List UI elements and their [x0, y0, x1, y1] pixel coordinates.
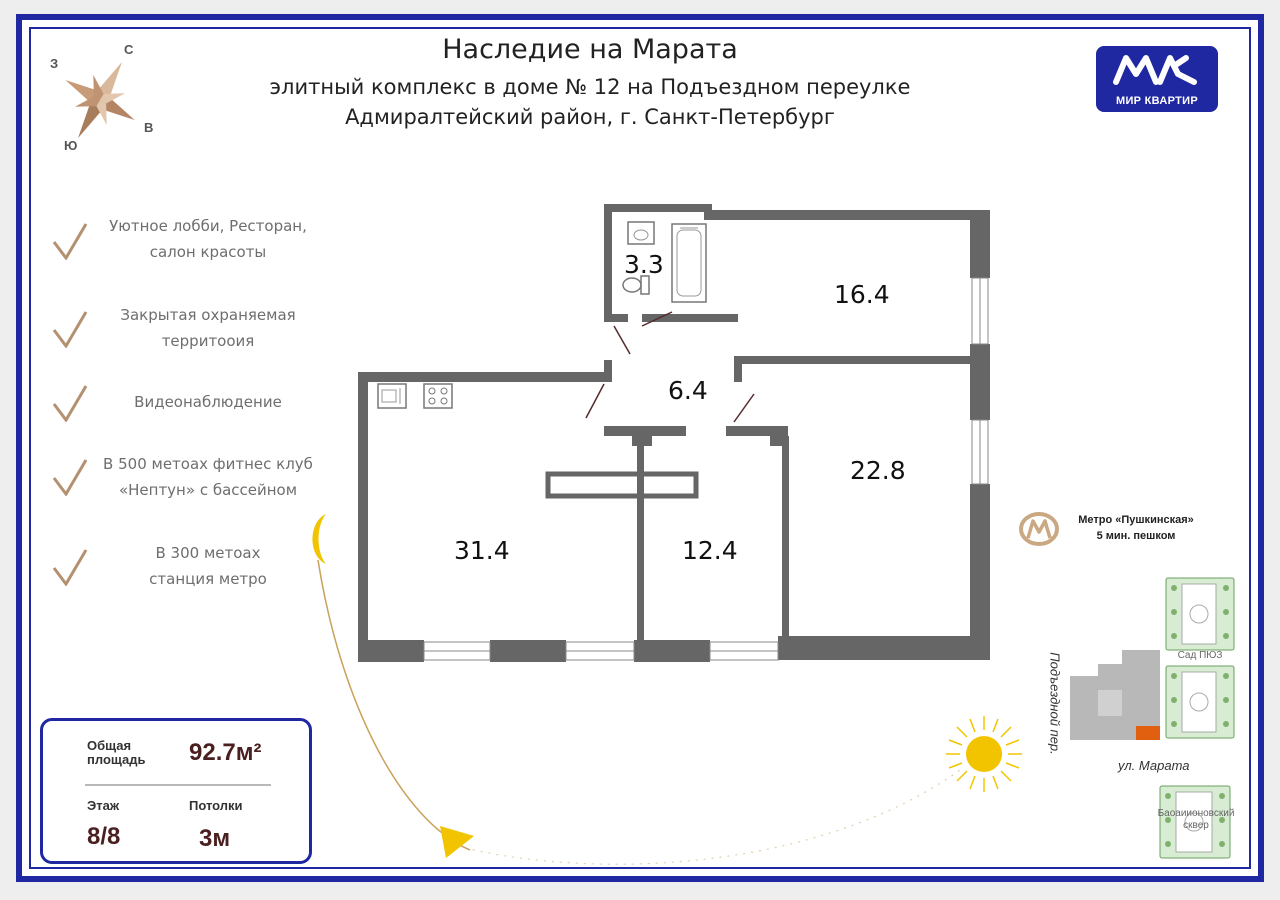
- room-area-bathroom: 3.3: [624, 250, 664, 279]
- area-label-line: Общая: [87, 738, 132, 753]
- apartment-marker: [1136, 726, 1160, 740]
- compass-west: З: [50, 56, 59, 71]
- park-label: Сад ПЮЗ: [1177, 650, 1223, 661]
- feature-text: территооия: [161, 332, 255, 350]
- room-area-room-middle: 12.4: [682, 536, 738, 565]
- area-label-line: площадь: [87, 752, 146, 767]
- feature-text: Видеонаблюдение: [134, 393, 282, 411]
- feature-text: В 300 метоах: [155, 544, 261, 562]
- room-area-kitchen-living: 31.4: [454, 536, 510, 565]
- ceiling-label: Потолки: [189, 798, 243, 813]
- room-area-bedroom-right: 22.8: [850, 456, 906, 485]
- metro-station: Метро «Пушкинская»: [1078, 514, 1194, 526]
- compass-south: Ю: [64, 138, 78, 153]
- feature-text: станция метро: [149, 570, 267, 588]
- page-title: Наследие на Марата: [442, 34, 738, 65]
- compass-east: В: [144, 120, 154, 135]
- park-label: [1146, 808, 1246, 832]
- floor-label: Этаж: [87, 798, 120, 813]
- park-label-line: Баоаиионовский: [1157, 808, 1235, 819]
- feature-text: салон красоты: [149, 243, 267, 261]
- feature-text: Закрытая охраняемая: [120, 306, 296, 324]
- page-subtitle: элитный комплекс в доме № 12 на Подъездном переулке: [269, 75, 911, 99]
- feature-text: В 500 метоах фитнес клуб: [103, 455, 313, 473]
- park-label-line: сквер: [1183, 820, 1209, 831]
- floor-value: 8/8: [87, 823, 121, 850]
- room-area-bedroom-top: 16.4: [834, 280, 890, 309]
- ceiling-value: 3м: [199, 825, 231, 852]
- logo-name: МИР КВАРТИР: [1116, 95, 1198, 107]
- page-location: Адмиралтейский район, г. Санкт-Петербург: [345, 105, 835, 129]
- area-value: 92.7м²: [189, 739, 262, 766]
- street-side-label: Подъездной пер.: [1047, 652, 1063, 755]
- feature-text: Уютное лобби, Ресторан,: [109, 217, 307, 235]
- room-area-hall: 6.4: [668, 376, 708, 405]
- street-bottom-label: ул. Марата: [1118, 758, 1190, 773]
- feature-text: «Нептун» с бассейном: [118, 481, 298, 499]
- compass-north: С: [124, 42, 134, 57]
- metro-walk-time: 5 мин. пешком: [1096, 530, 1176, 542]
